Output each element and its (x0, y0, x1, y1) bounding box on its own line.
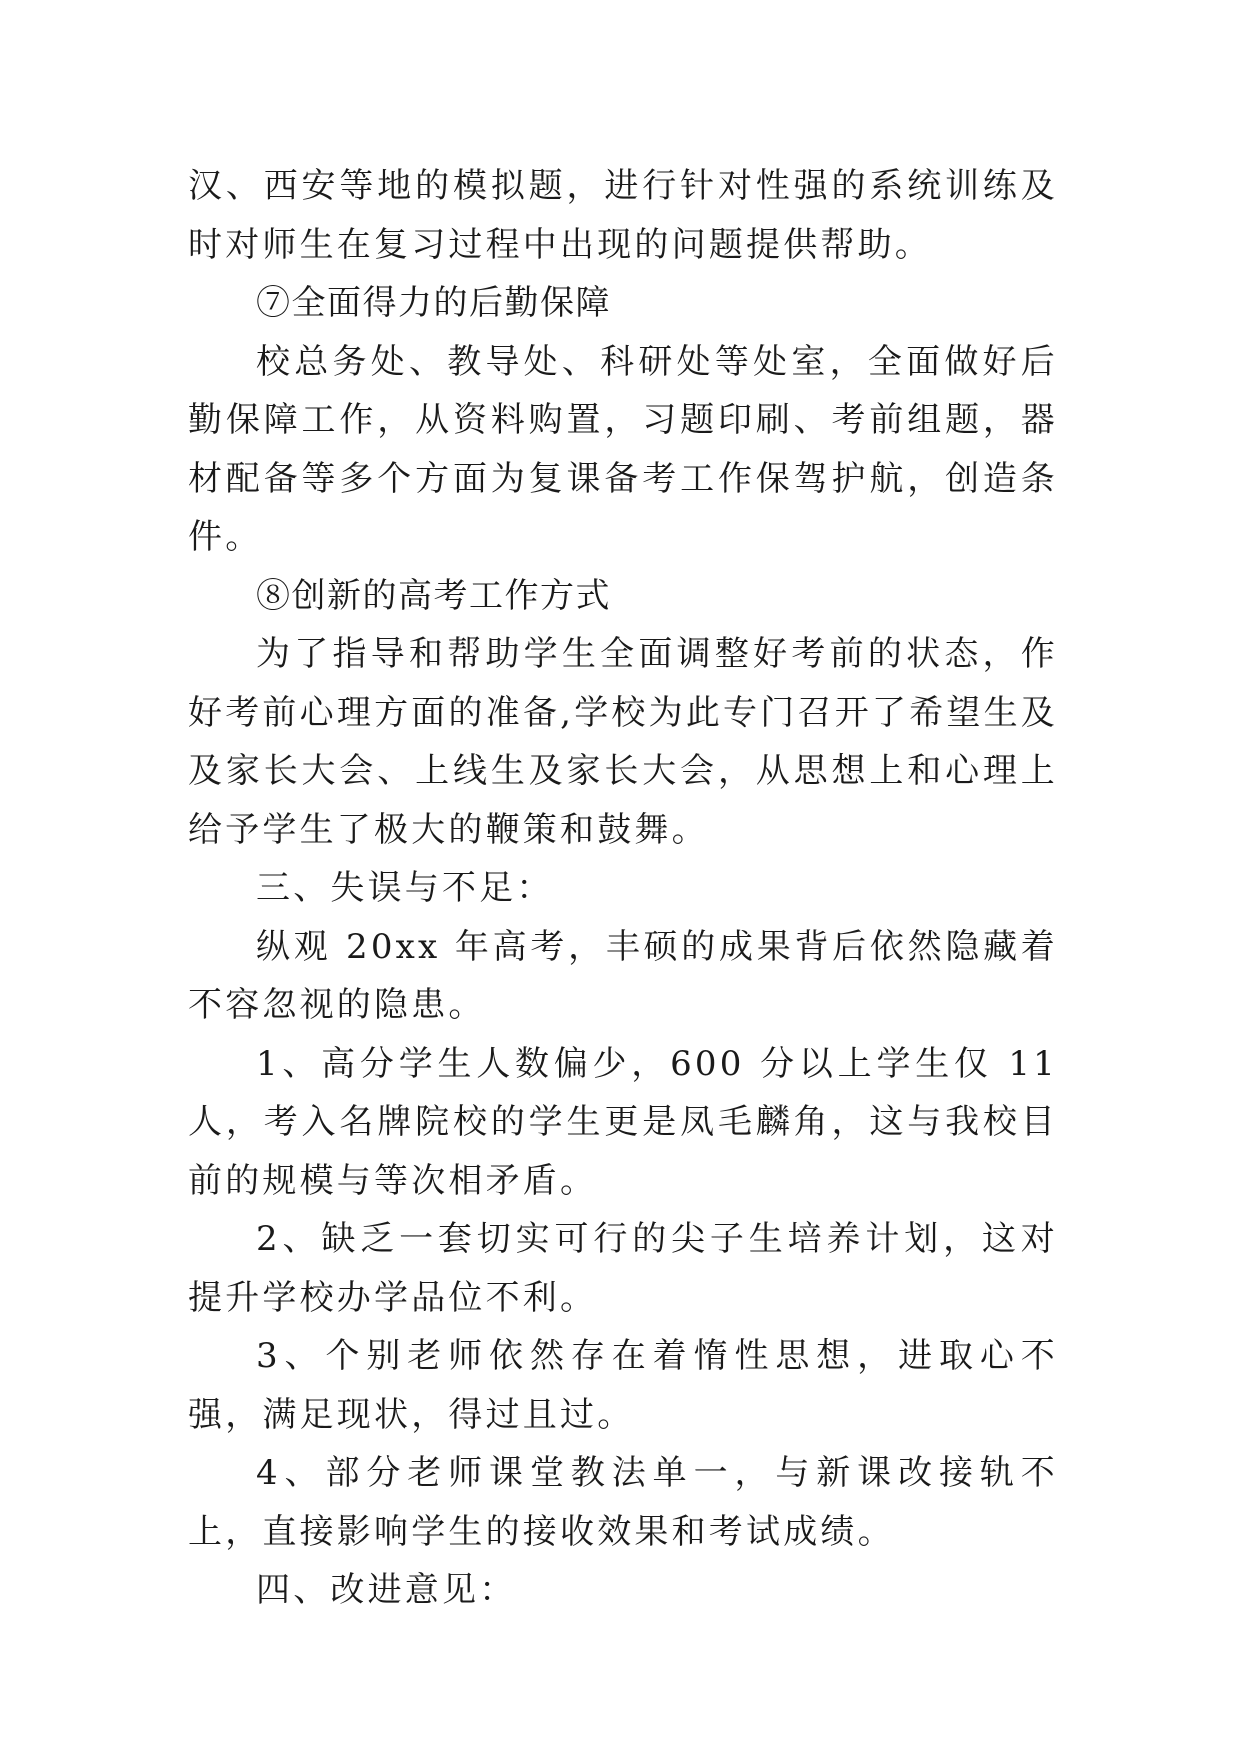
section-heading-improvements: 四、改进意见： (256, 1570, 517, 1610)
list-item-2: 2、缺乏一套切实可行的尖子生培养计划，这对提升学校办学品位不利。 (188, 1219, 1058, 1318)
paragraph-continuation: 汉、西安等地的模拟题，进行针对性强的系统训练及时对师生在复习过程中出现的问题提供帮助。 (188, 166, 1058, 265)
list-item-1: 1、高分学生人数偏少，600 分以上学生仅 11 人，考入名牌院校的学生更是凤毛麟角，这与我校目前的规模与等次相矛盾。 (188, 1043, 1058, 1201)
subheading-innovation: ⑧创新的高考工作方式 (256, 575, 611, 616)
list-item-4: 4、部分老师课堂教法单一，与新课改接轨不上，直接影响学生的接收效果和考试成绩。 (188, 1453, 1058, 1552)
section-heading-shortcomings: 三、失误与不足： (256, 868, 554, 908)
paragraph-overview: 纵观 20xx 年高考，丰硕的成果背后依然隐藏着不容忽视的隐患。 (188, 926, 1058, 1025)
document-body (188, 157, 1058, 1620)
paragraph-innovation: 为了指导和帮助学生全面调整好考前的状态，作好考前心理方面的准备,学校为此专门召开了希望生及及家长大会、上线生及家长大会，从思想上和心理上给予学生了极大的鞭策和鼓舞。 (188, 634, 1058, 850)
paragraph-logistics: 校总务处、教导处、科研处等处室，全面做好后勤保障工作，从资料购置，习题印刷、考前组题，器材配备等多个方面为复课备考工作保驾护航，创造条件。 (188, 341, 1058, 557)
list-item-3: 3、个别老师依然存在着惰性思想，进取心不强，满足现状，得过且过。 (188, 1336, 1058, 1435)
subheading-logistics: ⑦全面得力的后勤保障 (256, 283, 611, 323)
